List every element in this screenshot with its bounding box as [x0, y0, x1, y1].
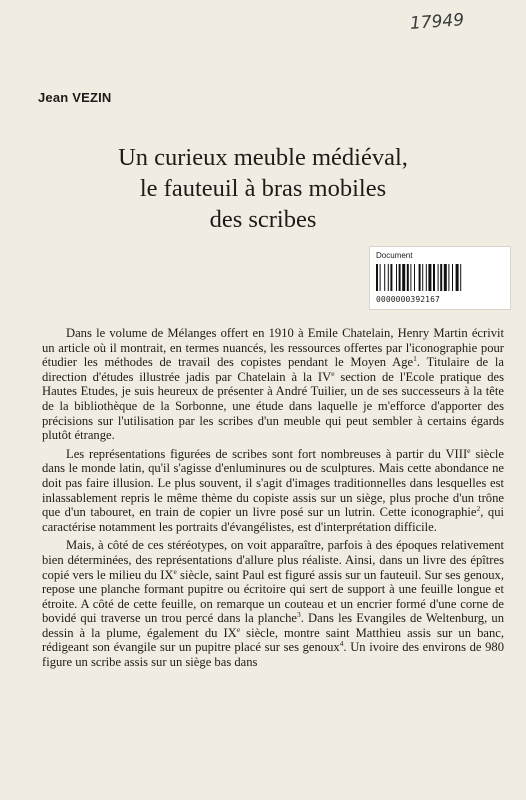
title-line: Un curieux meuble médiéval,	[118, 144, 408, 171]
barcode-bar	[380, 264, 381, 291]
article-body	[42, 326, 504, 674]
footnote-marker: 1	[413, 354, 417, 363]
barcode-bar	[414, 264, 415, 291]
title-line: des scribes	[209, 206, 317, 233]
barcode-bar	[422, 264, 423, 291]
title-line: le fauteuil à bras mobiles	[139, 175, 387, 202]
footnote-marker: 4	[339, 639, 344, 649]
barcode-bar	[396, 264, 397, 291]
paragraph: Les représentations figurées de scribes sont fort nombreuses à partir du VIIIe siècle dans le monde latin, qu'il s'agisse d'enluminures ou de sculptures. Mais cette abondance ne doit pas faire illusion. Le plus souvent, il s'agit d'images traditionnelles dans lesquelles est inlassablement repris le même thème du copiste assis sur un siège, plus proche d'un trône que d'un tabouret, en train de copier un livre posé sur un lutrin. Cette iconographie$^2$, qui caractérise notamment les portraits d'évangélistes, est d'interprétation difficile.	[42, 445, 504, 534]
handwritten-number: 17949	[409, 10, 465, 34]
stamp-number: 0000000392167	[376, 295, 440, 304]
author-name: Jean VEZIN	[38, 90, 112, 105]
barcode-bar	[390, 264, 392, 291]
barcode-bar	[376, 264, 378, 291]
barcode-bar	[419, 264, 421, 291]
barcode-bar	[428, 264, 431, 291]
paragraph: Dans le volume de Mélanges offert en 1910 à Emile Chatelain, Henry Martin écrivit un article où il montrait, en termes nuancés, les ressources offertes par l'iconographie pour étudier les méthodes de travail des copistes pendant le Moyen Age$^1$. Titulaire de la direction d'études illustrée jadis par Chatelain à la IVe section de l'Ecole pratique des Hautes Etudes, je suis heureux de présenter à André Tuilier, un de ses successeurs à la tête de la bibliothèque de la Sorbonne, une étude dans laquelle je m'efforce d'apporter des précisions sur l'utilisation par les scribes d'un meuble qui peut sembler à certains égards plutôt étrange.	[42, 326, 504, 443]
barcode-bar	[407, 264, 409, 291]
barcode-bar	[388, 264, 389, 291]
library-barcode-stamp	[369, 246, 511, 310]
article-title	[20, 142, 506, 235]
barcode-bar	[402, 264, 405, 291]
footnote-marker: 2	[476, 503, 481, 513]
barcode-bar	[460, 264, 461, 291]
footnote-marker: 3	[296, 610, 301, 620]
paragraph: Mais, à côté de ces stéréotypes, on voit apparaître, parfois à des époques relativement bien déterminées, des représentations d'allure plus réaliste. Ainsi, dans un livre des épîtres copié vers le milieu du IXe siècle, saint Paul est figuré assis sur un fauteuil. Sur ses genoux, repose une planche formant pupitre ou écritoire qui sert de support à une feuille longue et étroite. A côté de cette feuille, on remarque un couteau et un encrier formé d'une corne de bovidé qui traverse un trou percé dans la planche$^3$. Dans les Evangiles de Weltenburg, un dessin à la plume, également du IXe siècle, montre saint Matthieu assis sur un banc, rédigeant son évangile sur un pupitre placé sur ses genoux$^4$. Un ivoire des environs de 980 figure un scribe assis sur un siège bas dans	[42, 538, 504, 670]
barcode-bar	[452, 264, 453, 291]
barcode-bar	[433, 264, 435, 291]
barcode-bar	[399, 264, 401, 291]
barcode-bar	[444, 264, 447, 291]
barcode-bar	[456, 264, 459, 291]
barcode-bar	[440, 264, 442, 291]
stamp-label: Document	[376, 251, 413, 260]
barcode-bar	[410, 264, 411, 291]
barcode-bar	[448, 264, 449, 291]
barcode-bar	[426, 264, 427, 291]
barcode-bar	[384, 264, 385, 291]
barcode-bar	[438, 264, 439, 291]
barcode-icon	[376, 264, 500, 291]
